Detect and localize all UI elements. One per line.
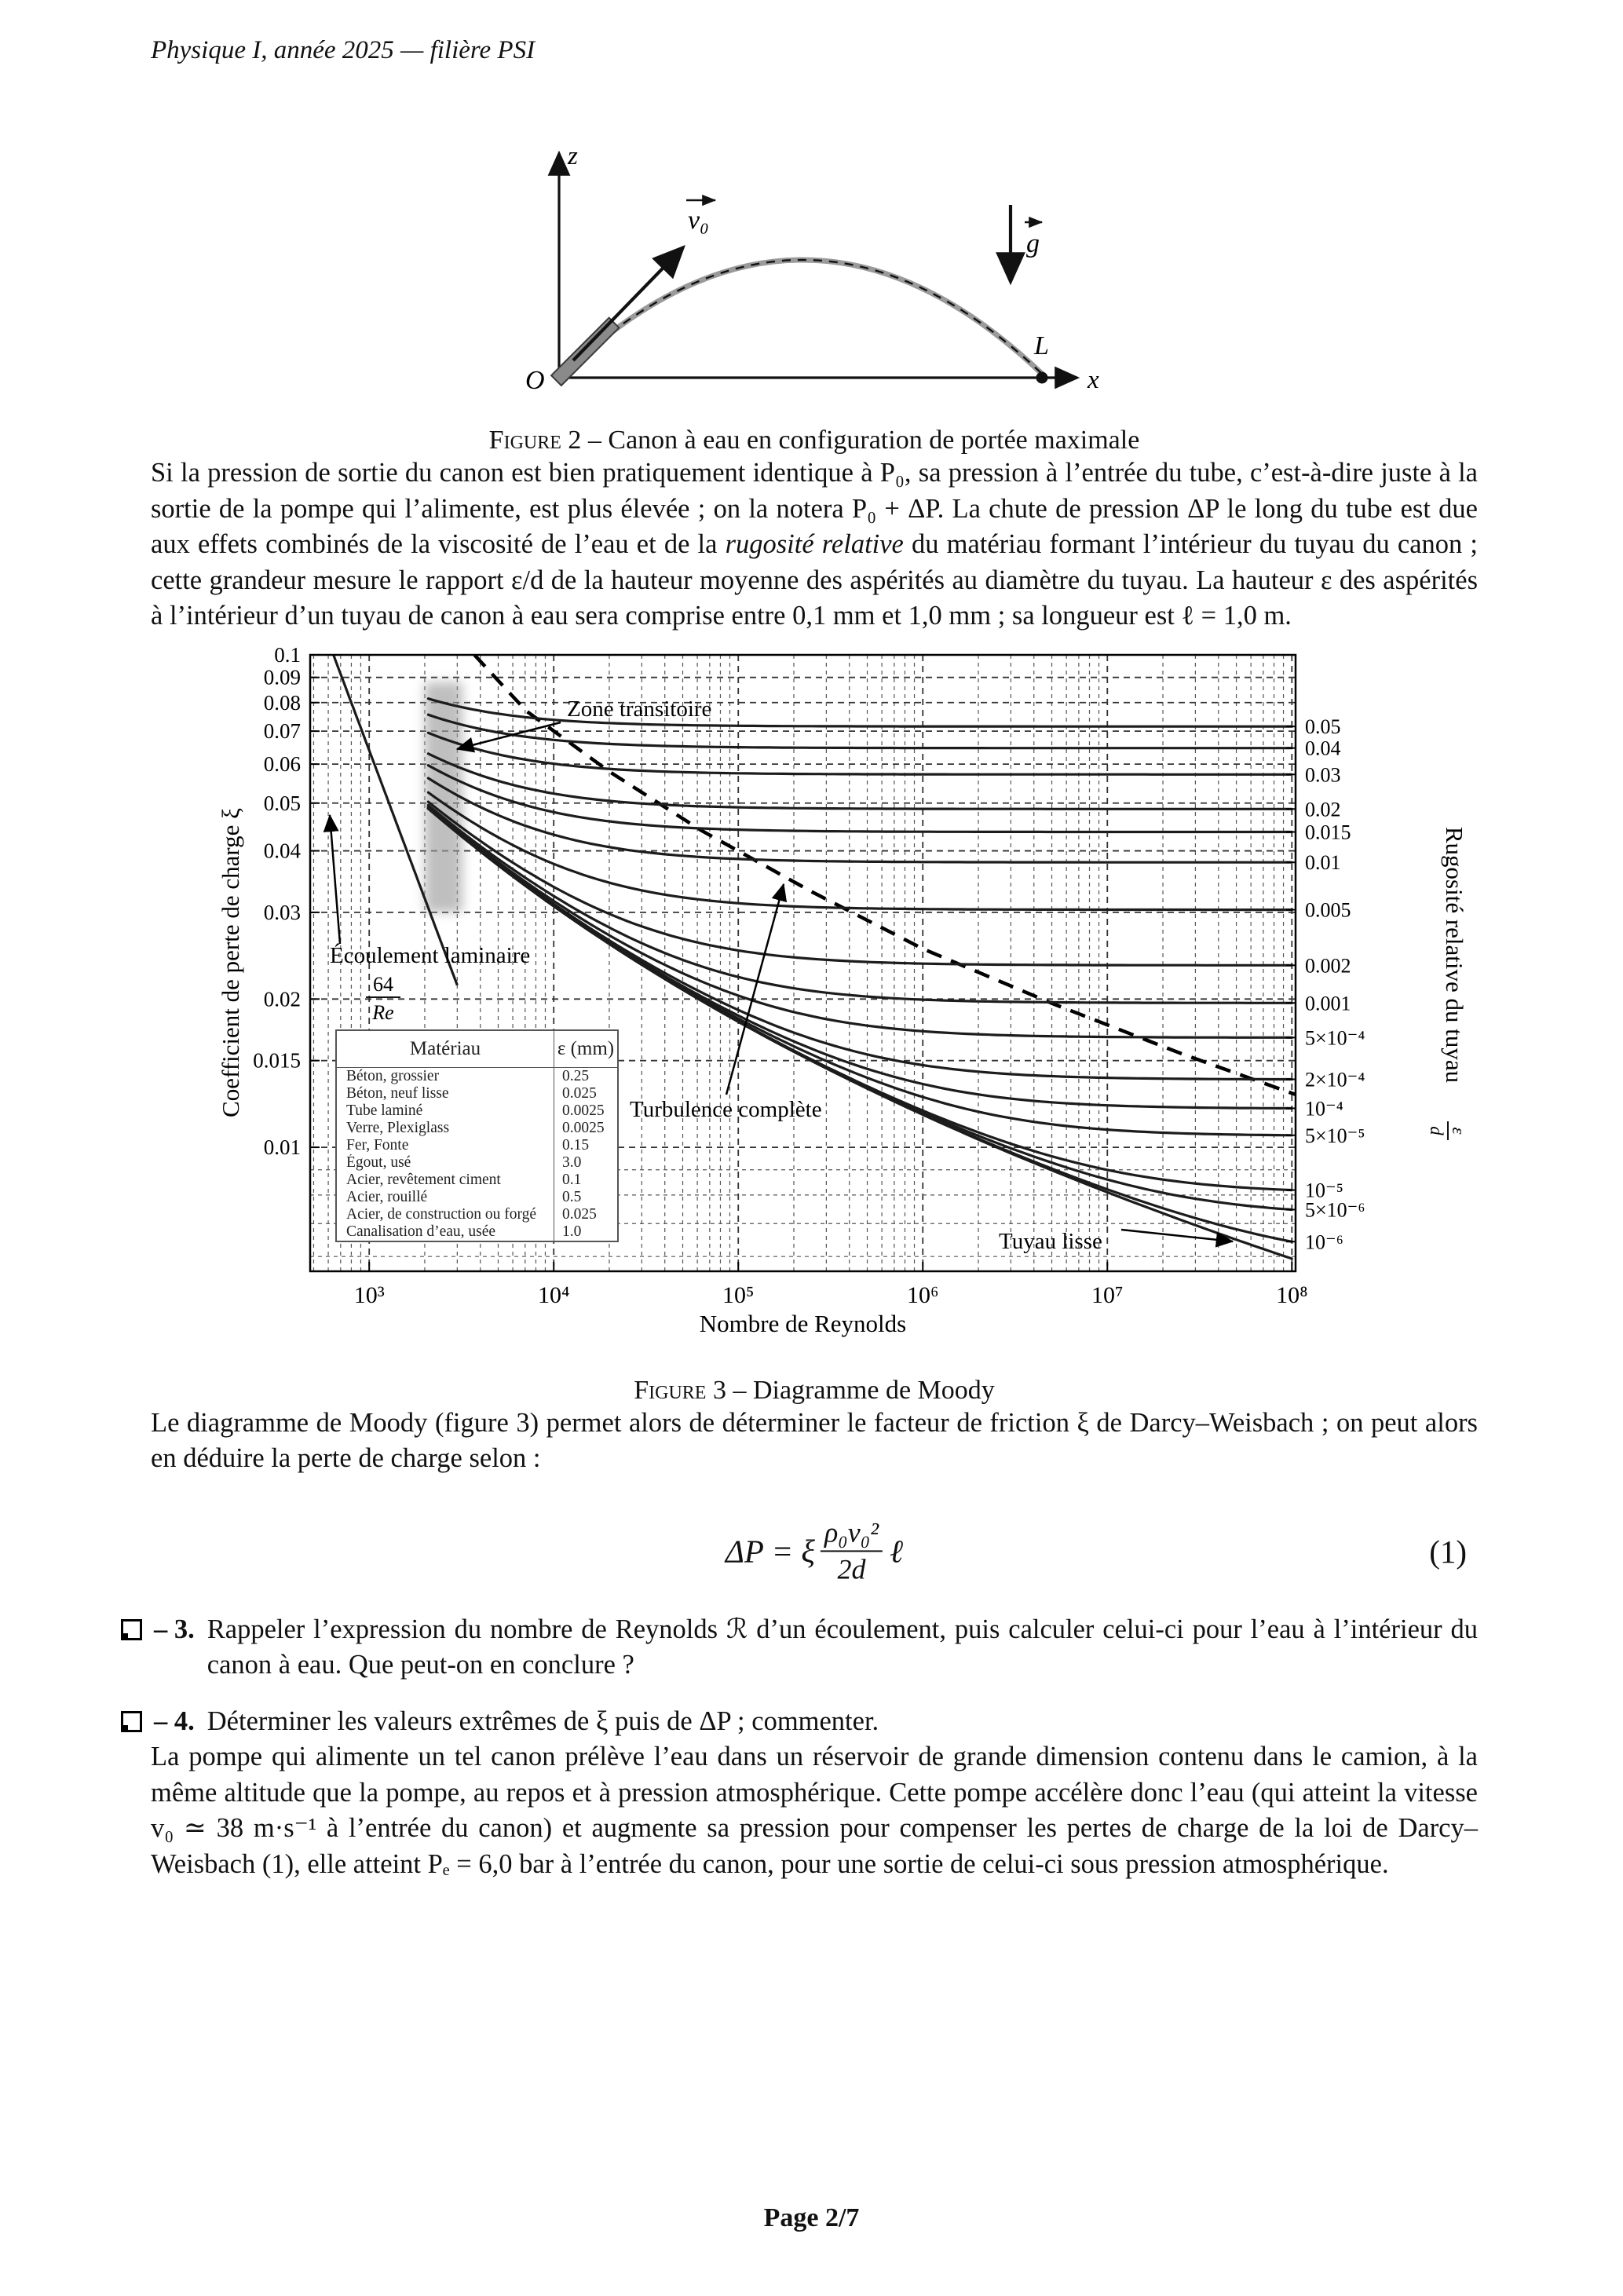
materials-cell: Acier, de construction ou forgé xyxy=(336,1206,554,1223)
x-tick-label: 10³ xyxy=(353,1281,385,1308)
cannon-tube xyxy=(551,318,619,386)
question-4 xyxy=(121,1704,1478,1740)
materials-cell: 0.0025 xyxy=(562,1119,605,1136)
svg-text:Rugosité relative du tuyau: Rugosité relative du tuyau xyxy=(1441,826,1468,1083)
roughness-value-label: 5×10⁻⁴ xyxy=(1305,1026,1365,1049)
roughness-curve xyxy=(428,802,1292,965)
tuyau-lisse-label: Tuyau lisse xyxy=(999,1228,1102,1254)
roughness-value-label: 0.002 xyxy=(1305,953,1351,977)
roughness-value-label: 2×10⁻⁴ xyxy=(1305,1068,1365,1091)
svg-text:d: d xyxy=(1427,1125,1446,1135)
materials-cell: 0.5 xyxy=(562,1188,582,1205)
roughness-value-label: 0.005 xyxy=(1305,898,1351,922)
header-title: Physique I, année 2025 — filière PSI xyxy=(151,36,536,64)
roughness-value-label: 0.03 xyxy=(1305,762,1341,786)
turbulence-complete-label: Turbulence complète xyxy=(630,1096,822,1122)
intro-part1: Si la pression de sortie du canon est bien pratiquement identique à P₀, sa pression à l’entrée du tube, c’est-à-dire juste à la sortie de la pompe qui l’alimente, est plus élevée ; on la notera P₀ + ΔP. La chute de pression ΔP le long du tube est due aux effets combinés de la viscosité de l’eau et de la xyxy=(151,458,1478,559)
roughness-value-label: 0.05 xyxy=(1305,715,1341,738)
y-axis-left-title: Coefficient de perte de charge ξ xyxy=(217,807,244,1117)
x-tick-label: 10⁵ xyxy=(722,1281,755,1308)
figure-3-caption xyxy=(151,1376,1478,1406)
x-tick-label: 10⁴ xyxy=(537,1281,570,1308)
roughness-curve xyxy=(428,778,1292,862)
equation-numerator: ρ₀v₀² xyxy=(821,1517,883,1552)
zone-transitoire-label: Zone transitoire xyxy=(567,696,712,722)
roughness-value-label: 0.015 xyxy=(1305,821,1351,844)
equation-suffix: ℓ xyxy=(890,1533,904,1570)
y-tick-label: 0.05 xyxy=(263,791,301,815)
materials-cell: 0.15 xyxy=(562,1136,590,1153)
ecoulement-laminaire-label: Écoulement laminaire xyxy=(330,942,531,968)
cannon-trajectory-figure xyxy=(492,128,1136,411)
roughness-value-label: 5×10⁻⁵ xyxy=(1305,1124,1365,1147)
y-tick-label: 0.02 xyxy=(263,986,301,1011)
materials-table-body xyxy=(336,1067,618,1241)
checkbox-icon xyxy=(121,1619,142,1640)
roughness-value-label: 0.001 xyxy=(1305,991,1351,1015)
landing-point xyxy=(1036,372,1048,384)
checkbox-icon xyxy=(121,1711,142,1732)
roughness-curve xyxy=(428,753,1292,809)
x-axis-title: Nombre de Reynolds xyxy=(699,1309,907,1337)
y-tick-label: 0.07 xyxy=(263,718,301,743)
figure-2 xyxy=(151,128,1478,455)
materials-col-roughness: ε (mm) xyxy=(554,1030,619,1068)
materials-row xyxy=(336,1172,618,1189)
page-header xyxy=(151,0,1478,65)
question-3 xyxy=(121,1612,1478,1684)
question-4-text: Déterminer les valeurs extrêmes de ξ puis de ΔP ; commenter. xyxy=(207,1706,879,1736)
materials-cell: Fer, Fonte xyxy=(336,1137,554,1154)
materials-cell: Verre, Plexiglass xyxy=(336,1120,554,1137)
materials-cell: Acier, rouillé xyxy=(336,1189,554,1206)
intro-paragraph xyxy=(151,455,1478,634)
y-tick-label: 0.015 xyxy=(253,1048,301,1073)
velocity-arrow xyxy=(573,247,683,360)
origin-label: O xyxy=(525,366,545,395)
y-tick-label: 0.03 xyxy=(263,900,301,924)
question-4-marker: – 4. xyxy=(154,1706,195,1736)
z-axis-label: z xyxy=(568,142,578,170)
materials-cell: 0.1 xyxy=(562,1171,582,1188)
materials-cell: Béton, neuf lisse xyxy=(336,1085,554,1102)
roughness-value-label: 0.02 xyxy=(1305,797,1341,821)
figure-3-moody-diagram xyxy=(212,647,1515,1338)
materials-table-header xyxy=(336,1030,618,1068)
y-tick-label: 0.04 xyxy=(263,839,301,863)
x-tick-label: 10⁸ xyxy=(1276,1281,1308,1308)
materials-cell: 0.025 xyxy=(562,1205,597,1223)
materials-cell: 0.25 xyxy=(562,1067,590,1084)
x-tick-label: 10⁷ xyxy=(1091,1281,1124,1308)
x-axis-label: x xyxy=(1087,366,1099,394)
materials-row xyxy=(336,1154,618,1172)
page-number: Page 2/7 xyxy=(763,2203,860,2232)
roughness-value-label: 10⁻⁴ xyxy=(1305,1096,1343,1120)
figure-2-caption xyxy=(151,426,1478,455)
materials-cell: 1.0 xyxy=(562,1223,582,1240)
materials-cell: 3.0 xyxy=(562,1153,582,1171)
materials-row xyxy=(336,1120,618,1137)
roughness-value-label: 10⁻⁶ xyxy=(1305,1230,1343,1253)
equation-denominator: 2d xyxy=(837,1553,866,1585)
question-3-text: Rappeler l’expression du nombre de Reynolds ℛ d’un écoulement, puis calculer celui-ci pour l’eau à l’intérieur du canon à eau. Que peut-on en conclure ? xyxy=(207,1614,1478,1680)
roughness-value-label: 5×10⁻⁶ xyxy=(1305,1197,1365,1221)
svg-text:64: 64 xyxy=(373,972,393,996)
x-tick-label: 10⁶ xyxy=(907,1281,939,1308)
materials-row xyxy=(336,1085,618,1102)
materials-cell: Acier, revêtement ciment xyxy=(336,1172,554,1189)
y-tick-label: 0.1 xyxy=(274,646,301,667)
equation-body xyxy=(726,1517,903,1585)
y-tick-label: 0.08 xyxy=(263,690,301,715)
svg-text:Re: Re xyxy=(372,1000,394,1024)
landing-label: L xyxy=(1034,331,1049,360)
figure-2-caption-label: Figure 2 – xyxy=(488,426,601,455)
materials-cell: 0.0025 xyxy=(562,1102,605,1119)
question-3-marker: – 3. xyxy=(154,1614,195,1644)
roughness-value-label: 0.04 xyxy=(1305,737,1341,760)
materials-row xyxy=(336,1067,618,1085)
svg-text:ε: ε xyxy=(1449,1126,1468,1135)
y-axis-right-title xyxy=(1427,826,1468,1139)
equation-lhs: ΔP = ξ xyxy=(725,1533,815,1570)
velocity-label: v₀ xyxy=(688,206,709,235)
materials-cell: Égout, usé xyxy=(336,1154,554,1172)
materials-row xyxy=(336,1137,618,1154)
equation-fraction xyxy=(821,1517,883,1585)
equation-number: (1) xyxy=(1429,1533,1467,1570)
materials-cell: 0.025 xyxy=(562,1084,597,1102)
materials-cell: Canalisation d’eau, usée xyxy=(336,1223,554,1241)
trajectory-curve xyxy=(563,260,1042,374)
materials-cell: Béton, grossier xyxy=(336,1067,554,1085)
materials-row xyxy=(336,1102,618,1120)
materials-row xyxy=(336,1206,618,1223)
figure-2-caption-text: Canon à eau en configuration de portée maximale xyxy=(601,426,1140,455)
y-tick-label: 0.06 xyxy=(263,751,301,776)
page-footer xyxy=(0,2203,1623,2233)
materials-row xyxy=(336,1223,618,1241)
moody-paragraph: Le diagramme de Moody (figure 3) permet alors de déterminer le facteur de friction ξ de Darcy–Weisbach ; on peut alors en déduire la perte de charge selon : xyxy=(151,1407,1478,1473)
materials-col-material: Matériau xyxy=(336,1030,554,1068)
intro-emphasis: rugosité relative xyxy=(725,529,904,559)
figure-3-caption-text: Diagramme de Moody xyxy=(746,1375,995,1405)
intro-part2: du matériau formant l’intérieur du tuyau du canon ; cette grandeur mesure le rapport ε/d de la hauteur moyenne des aspérités au diamètre du tuyau. La hauteur ε des aspérités à l’intérieur d’un tuyau de canon à eau sera comprise entre 0,1 mm et 1,0 mm ; sa longueur est ℓ = 1,0 m. xyxy=(151,529,1479,631)
roughness-value-label: 10⁻⁵ xyxy=(1305,1179,1343,1202)
materials-row xyxy=(336,1189,618,1206)
materials-table xyxy=(335,1029,619,1242)
y-tick-label: 0.09 xyxy=(263,665,301,689)
roughness-value-label: 0.01 xyxy=(1305,850,1341,874)
gravity-label: g xyxy=(1026,229,1040,258)
materials-cell: Tube laminé xyxy=(336,1102,554,1120)
equation-1 xyxy=(151,1505,1478,1598)
pump-paragraph: La pompe qui alimente un tel canon prélève l’eau dans un réservoir de grande dimension contenu dans le camion, à la même altitude que la pompe, au repos et à pression atmosphérique. Cette pompe accélère donc l’eau (qui atteint la vitesse v₀ ≃ 38 m·s⁻¹ à l’entrée du canon) et augmente sa pression pour compenser les pertes de charge de la loi de Darcy–Weisbach (1), elle atteint Pₑ = 6,0 bar à l’entrée du canon, pour une sortie de celui-ci sous pression atmosphérique. xyxy=(151,1742,1478,1879)
figure-3-caption-label: Figure 3 – xyxy=(634,1375,747,1405)
y-tick-label: 0.01 xyxy=(263,1135,301,1159)
